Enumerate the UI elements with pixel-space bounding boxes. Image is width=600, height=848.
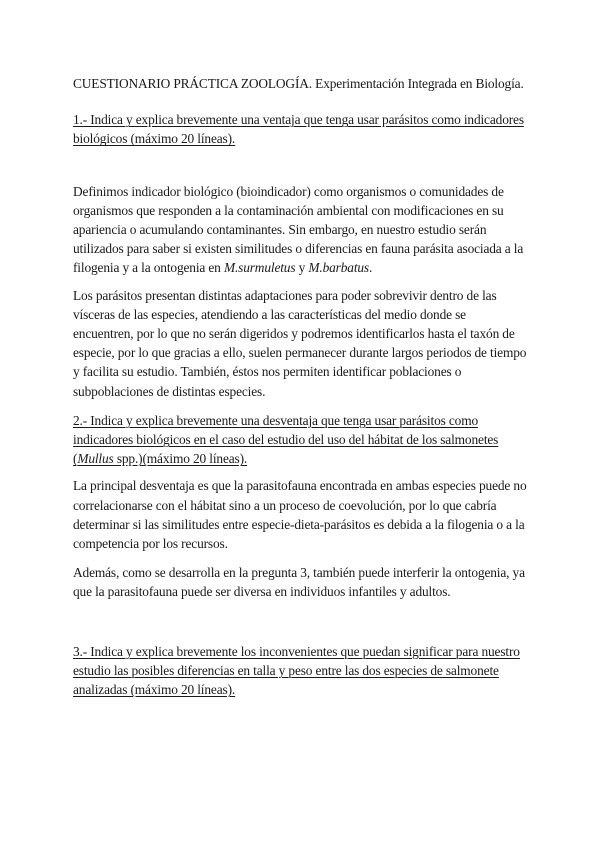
- q1-answer-paragraph-1-text: Definimos indicador biológico (bioindicador) como organismos o comunidades de organismos que responden a la contaminación ambiental con modificaciones en su apariencia o acumulando contaminantes. Sin embargo, en nuestro estudio serán utilizados para saber si existen similitudes o diferencias en fauna parásita asociada a la filogenia y a la ontogenia en: [73, 183, 524, 276]
- question-3: 3.- Indica y explica brevemente los inconvenientes que puedan significar para nuestro estudio las posibles diferencias en talla y peso entre las dos especies de salmonete analizadas (máximo 20 líneas).: [73, 643, 520, 698]
- question-2-end: spp.)(máximo 20 líneas).: [113, 451, 248, 467]
- species-name-barbatus: M.barbatus: [308, 260, 369, 276]
- q1-answer-paragraph-1: [73, 182, 529, 278]
- q2-answer-paragraph-2: Además, como se desarrolla en la pregunta 3, también puede interferir la ontogenia, ya que la parasitofauna puede ser diversa en individuos infantiles y adultos.: [73, 565, 525, 600]
- genus-name-mullus: Mullus: [77, 451, 114, 467]
- paragraph-end: .: [369, 260, 373, 276]
- species-name-surmuletus: M.surmuletus: [223, 260, 296, 276]
- q2-answer-paragraph-1: La principal desventaja es que la parasitofauna encontrada en ambas especies puede no correlacionarse con el hábitat sino a un proceso de coevolución, por lo que cabría determinar si las similitudes entre especie-dieta-parásitos es debida a la filogenia o a la competencia por los recursos.: [73, 478, 527, 552]
- q1-answer-paragraph-2: Los parásitos presentan distintas adaptaciones para poder sobrevivir dentro de las vísceras de las especies, atendiendo a las características del medio donde se encuentren, por lo que no serán digeridos y podremos identificarlos hasta el taxón de especie, por lo que gracias a ello, suelen permanecer durante largos periodos de tiempo y facilita su estudio. También, éstos nos permiten identificar poblaciones o subpoblaciones de distintas especies.: [73, 287, 527, 399]
- question-2: [73, 411, 529, 469]
- question-1: 1.- Indica y explica brevemente una ventaja que tenga usar parásitos como indicadores biológicos (máximo 20 líneas).: [73, 112, 524, 147]
- question-2-start: 2.- Indica y explica brevemente una desventaja que tenga usar parásitos como indicadores biológicos en el caso del estudio del uso del hábitat de los salmonetes (: [73, 412, 499, 467]
- conjunction: y: [295, 260, 309, 276]
- document-title: CUESTIONARIO PRÁCTICA ZOOLOGÍA. Experimentación Integrada en Biología.: [73, 76, 524, 91]
- document-page: [73, 74, 529, 699]
